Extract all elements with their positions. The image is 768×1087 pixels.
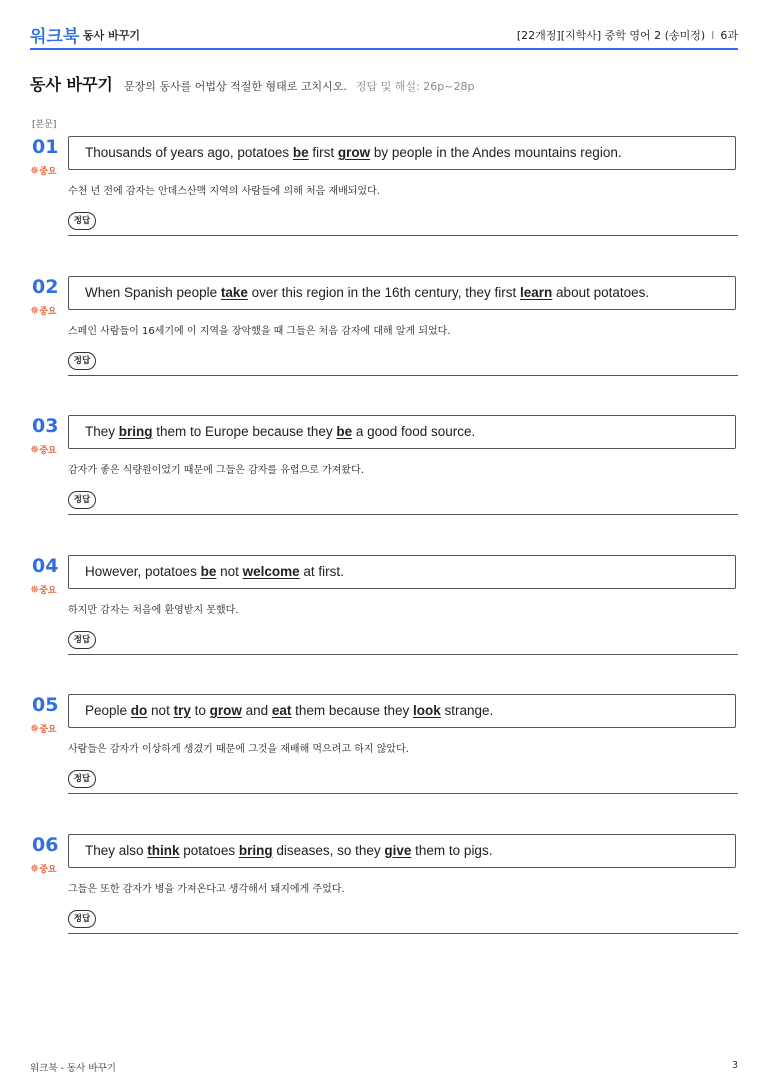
importance-label: 중요: [39, 167, 57, 177]
target-verb: do: [130, 703, 148, 718]
importance-badge: [30, 722, 57, 735]
sentence-text: diseases, so they: [272, 842, 385, 858]
footer-label: 워크북 - 동사 바꾸기: [30, 1063, 116, 1074]
answer-label: 정답: [68, 910, 96, 928]
page-title: 동사 바꾸기: [30, 75, 113, 94]
importance-badge: [30, 583, 57, 596]
starburst-icon: ✵: [30, 861, 40, 875]
sentence-text: They: [85, 424, 119, 439]
sentence-text: They also: [85, 842, 148, 858]
answer-label: 정답: [68, 212, 96, 230]
lesson-label: 6과: [720, 29, 738, 42]
course-title: [22개정][지학사] 중학 영어 2 (송미정): [516, 29, 706, 42]
importance-badge: [30, 443, 57, 456]
target-verb: welcome: [242, 563, 300, 579]
starburst-icon: ✵: [30, 582, 40, 596]
starburst-icon: ✵: [30, 303, 40, 317]
sentence-text: them to pigs.: [411, 842, 493, 858]
starburst-icon: ✵: [30, 722, 40, 735]
target-verb: learn: [520, 284, 553, 300]
question-item: [30, 276, 738, 376]
translation-text: 감자가 좋은 식량원이었기 때문에 그들은 감자를 유럽으로 가져왔다.: [68, 465, 364, 476]
question-number: 01: [32, 136, 59, 158]
importance-label: 중요: [39, 446, 57, 456]
question-item: [30, 834, 738, 934]
sentence-text: not: [147, 703, 174, 718]
target-verb: be: [200, 563, 217, 579]
title-row: [30, 72, 474, 96]
answer-label: 정답: [68, 491, 96, 509]
target-verb: think: [147, 842, 180, 858]
sentence-text: potatoes: [179, 842, 239, 858]
target-verb: bring: [118, 424, 153, 439]
sentence-text: When Spanish people: [85, 284, 221, 300]
sentence-text: first: [308, 145, 338, 160]
question-number: 06: [32, 833, 59, 856]
answer-line: [68, 654, 738, 655]
answer-line: [68, 933, 738, 934]
question-item: [30, 555, 738, 655]
header-separator: I: [711, 29, 715, 42]
target-verb: grow: [337, 145, 371, 160]
question-sentence-box: [68, 415, 736, 449]
answer-line: [68, 235, 738, 236]
brand-title: 워크북: [30, 27, 80, 47]
question-sentence-box: [68, 136, 736, 170]
importance-label: 중요: [39, 306, 57, 317]
sentence-text: a good food source.: [352, 424, 476, 439]
answer-line: [68, 793, 738, 794]
question-item: [30, 694, 738, 794]
answer-label: 정답: [68, 631, 96, 649]
importance-label: 중요: [39, 585, 57, 596]
starburst-icon: ✵: [30, 443, 40, 456]
answer-reference: 정답 및 해설: 26p~28p: [355, 80, 475, 93]
translation-text: 수천 년 전에 감자는 안데스산맥 지역의 사람들에 의해 처음 재배되었다.: [68, 186, 380, 197]
translation-text: 그들은 또한 감자가 병을 가져온다고 생각해서 돼지에게 주었다.: [68, 883, 345, 895]
answer-line: [68, 375, 738, 376]
importance-badge: [30, 862, 57, 875]
translation-text: 하지만 감자는 처음에 환영받지 못했다.: [68, 604, 239, 616]
answer-label: 정답: [68, 352, 96, 370]
importance-label: 중요: [39, 725, 57, 735]
instruction-text: 문장의 동사를 어법상 적절한 형태로 고치시오.: [123, 80, 347, 93]
sentence-text: However, potatoes: [85, 563, 201, 579]
target-verb: look: [412, 703, 441, 718]
question-number: 03: [32, 415, 59, 437]
question-sentence-box: [68, 694, 736, 728]
answer-label: 정답: [68, 770, 96, 788]
question-sentence-box: [68, 276, 736, 310]
sentence-text: at first.: [299, 563, 344, 579]
course-info: [517, 27, 738, 43]
question-sentence-box: [68, 555, 736, 589]
brand-subtitle: 동사 바꾸기: [83, 29, 140, 42]
question-number: 02: [32, 275, 59, 298]
question-item: [30, 136, 738, 236]
sentence-text: them because they: [291, 703, 413, 718]
translation-text: 사람들은 감자가 이상하게 생겼기 때문에 그것을 재배해 먹으려고 하지 않았다.: [68, 744, 409, 755]
target-verb: eat: [271, 703, 292, 718]
sentence-text: by people in the Andes mountains region.: [370, 145, 622, 160]
answer-line: [68, 514, 738, 515]
translation-text: 스페인 사람들이 16세기에 이 지역을 장악했을 때 그들은 처음 감자에 대해 알게 되었다.: [68, 325, 451, 337]
importance-badge: [30, 164, 57, 177]
target-verb: take: [220, 284, 248, 300]
question-sentence-box: [68, 834, 736, 868]
question-number: 04: [32, 554, 59, 577]
sentence-text: People: [85, 703, 131, 718]
sentence-text: to: [190, 703, 210, 718]
sentence-text: strange.: [440, 703, 494, 718]
sentence-text: them to Europe because they: [152, 424, 337, 439]
sentence-text: about potatoes.: [552, 284, 650, 300]
importance-label: 중요: [39, 864, 57, 875]
page-number: 3: [731, 1060, 738, 1071]
target-verb: try: [173, 703, 191, 718]
target-verb: be: [292, 145, 309, 160]
page-header: [30, 18, 738, 50]
target-verb: grow: [209, 703, 242, 718]
sentence-text: not: [216, 563, 243, 579]
question-number: 05: [32, 694, 59, 716]
target-verb: give: [384, 842, 412, 858]
question-item: [30, 415, 738, 515]
sentence-text: over this region in the 16th century, they first: [247, 284, 521, 300]
importance-badge: [30, 304, 57, 317]
section-tag: [본문]: [32, 120, 57, 130]
sentence-text: Thousands of years ago, potatoes: [85, 145, 293, 160]
starburst-icon: ✵: [30, 164, 40, 177]
sentence-text: and: [241, 703, 272, 718]
target-verb: be: [336, 424, 353, 439]
target-verb: bring: [238, 842, 273, 858]
